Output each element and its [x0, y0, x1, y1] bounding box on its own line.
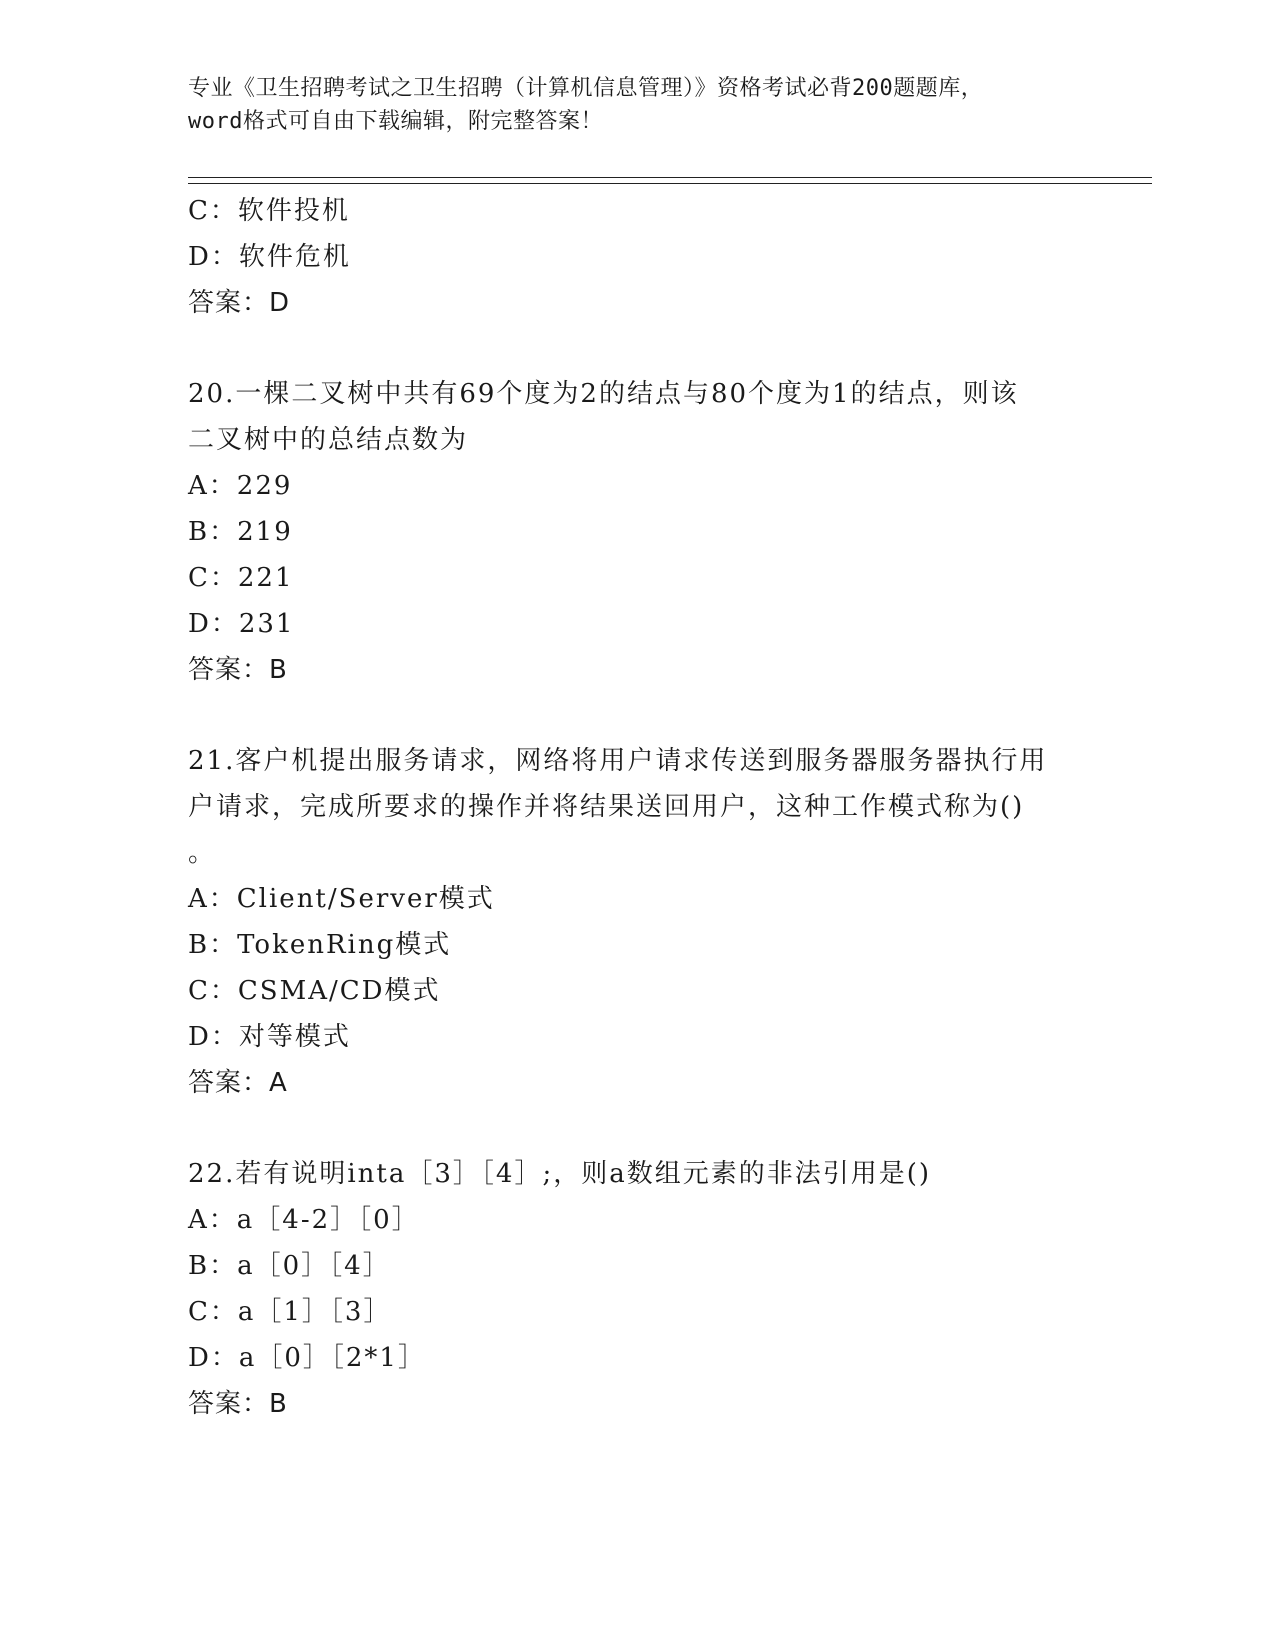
option-c: C：a［1］［3］ [188, 1297, 392, 1327]
question-block-21 [188, 738, 1088, 1106]
answer-line: 答案：B [188, 655, 288, 685]
option-b: B：a［0］［4］ [188, 1251, 391, 1281]
header-divider-bottom [188, 183, 1152, 184]
question-text-line: 户请求，完成所要求的操作并将结果送回用户，这种工作模式称为() [188, 792, 1025, 822]
option-d: D：231 [188, 609, 295, 639]
question-list [188, 188, 1088, 1427]
document-header [188, 72, 1088, 138]
option-d: D：软件危机 [188, 242, 351, 272]
spacer [188, 693, 1088, 738]
answer-line: 答案：A [188, 1068, 288, 1098]
question-text-line: 二叉树中的总结点数为 [188, 425, 469, 455]
option-a: A：Client/Server模式 [188, 884, 495, 914]
question-block-22 [188, 1151, 1088, 1427]
option-b: B：TokenRing模式 [188, 930, 452, 960]
header-divider-top [188, 177, 1152, 178]
spacer [188, 326, 1088, 371]
spacer [188, 1106, 1088, 1151]
option-b: B：219 [188, 517, 293, 547]
option-c: C：221 [188, 563, 294, 593]
header-line-1: 专业《卫生招聘考试之卫生招聘（计算机信息管理）》资格考试必背200题题库， [188, 76, 984, 101]
answer-line: 答案：D [188, 288, 291, 318]
question-block-20 [188, 371, 1088, 693]
option-d: D：a［0］［2*1］ [188, 1343, 426, 1373]
question-block-19 [188, 188, 1088, 326]
question-text-line: 22.若有说明inta［3］［4］;，则a数组元素的非法引用是() [188, 1159, 931, 1189]
option-a: A：229 [188, 471, 293, 501]
option-c: C：软件投机 [188, 196, 350, 226]
option-a: A：a［4-2］［0］ [188, 1205, 420, 1235]
answer-line: 答案：B [188, 1389, 288, 1419]
question-text-line: 20.一棵二叉树中共有69个度为2的结点与80个度为1的结点，则该 [188, 379, 1019, 409]
header-line-2: word格式可自由下载编辑，附完整答案！ [188, 109, 603, 134]
option-d: D：对等模式 [188, 1022, 351, 1052]
question-text-line: 。 [188, 838, 217, 868]
question-text-line: 21.客户机提出服务请求，网络将用户请求传送到服务器服务器执行用 [188, 746, 1048, 776]
option-c: C：CSMA/CD模式 [188, 976, 441, 1006]
